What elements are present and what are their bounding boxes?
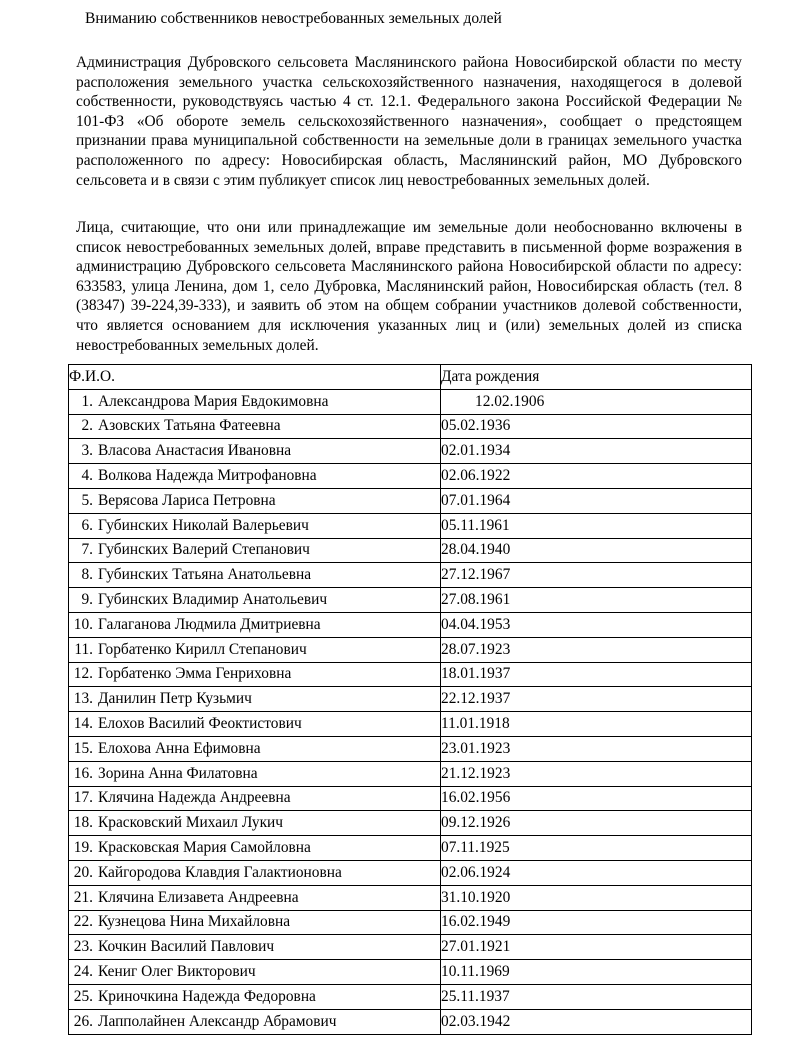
birth-date-cell: 31.10.1920 bbox=[441, 885, 752, 910]
row-number: 9. bbox=[81, 591, 93, 609]
table-row bbox=[69, 1009, 752, 1034]
unclaimed-shares-table bbox=[68, 364, 752, 1035]
table-row bbox=[69, 984, 752, 1009]
person-name: Горбатенко Кирилл Степанович bbox=[98, 640, 307, 658]
birth-date-cell: 16.02.1956 bbox=[441, 786, 752, 811]
birth-date-cell: 02.03.1942 bbox=[441, 1009, 752, 1034]
person-name: Губинских Татьяна Анатольевна bbox=[98, 566, 312, 584]
birth-date-cell: 10.11.1969 bbox=[441, 960, 752, 985]
row-number: 26. bbox=[73, 1012, 93, 1030]
notice-paragraph-2: Лица, считающие, что они или принадлежащие им земельные доли необоснованно включены в список невостребованных земельных долей, вправе представить в письменной форме возражения в администрацию Дубровского сельсовета Маслянинского района Новосибирской области по адресу: 633583, улица Ленина, дом 1, село Дубровка, Маслянинский район, Новосибирская область (тел. 8 (38347) 39-224,39-333), и заявить об этом на общем собрании участников долевой собственности, что является основанием для исключения указанных лиц и (или) земельных долей из списка невостребованных земельных долей. bbox=[76, 219, 742, 354]
row-number: 1. bbox=[81, 392, 93, 410]
table-row bbox=[69, 935, 752, 960]
row-number: 13. bbox=[73, 690, 93, 708]
person-name: Клячина Надежда Андреевна bbox=[98, 789, 291, 807]
row-number: 8. bbox=[81, 566, 93, 584]
table-header-row bbox=[69, 365, 752, 390]
person-name-cell bbox=[69, 637, 441, 662]
row-number: 18. bbox=[73, 814, 93, 832]
birth-date-cell: 22.12.1937 bbox=[441, 687, 752, 712]
person-name: Лапполайнен Александр Абрамович bbox=[98, 1012, 337, 1030]
table-row bbox=[69, 389, 752, 414]
person-name: Верясова Лариса Петровна bbox=[98, 491, 276, 509]
birth-date-cell: 28.07.1923 bbox=[441, 637, 752, 662]
person-name: Волкова Надежда Митрофановна bbox=[98, 467, 317, 485]
birth-date-cell: 07.11.1925 bbox=[441, 836, 752, 861]
row-number: 16. bbox=[73, 764, 93, 782]
birth-date-cell: 28.04.1940 bbox=[441, 538, 752, 563]
person-name-cell bbox=[69, 736, 441, 761]
person-name: Елохов Василий Феоктистович bbox=[98, 715, 302, 733]
person-name-cell bbox=[69, 414, 441, 439]
person-name: Галаганова Людмила Дмитриевна bbox=[98, 615, 321, 633]
person-name-cell bbox=[69, 612, 441, 637]
notice-paragraph-1: Администрация Дубровского сельсовета Маслянинского района Новосибирской области по месту расположения земельного участка сельскохозяйственного назначения, находящегося в долевой собственности, руководствуясь частью 4 ст. 12.1. Федерального закона Российской Федерации № 101-ФЗ «Об обороте земель сельскохозяйственного назначения», сообщает о предстоящем признании права муниципальной собственности на земельные доли в границах земельного участка расположенного по адресу: Новосибирская область, Маслянинский район, МО Дубровского сельсовета и в связи с этим публикует список лиц невостребованных земельных долей. bbox=[76, 54, 742, 189]
person-name-cell bbox=[69, 786, 441, 811]
birth-date-cell: 07.01.1964 bbox=[441, 488, 752, 513]
person-name-cell bbox=[69, 464, 441, 489]
table-row bbox=[69, 885, 752, 910]
person-name: Власова Анастасия Ивановна bbox=[98, 442, 292, 460]
person-name-cell bbox=[69, 488, 441, 513]
person-name: Красковская Мария Самойловна bbox=[98, 839, 311, 857]
person-name: Губинских Валерий Степанович bbox=[98, 541, 310, 559]
row-number: 2. bbox=[81, 417, 93, 435]
person-name-cell bbox=[69, 662, 441, 687]
person-name: Горбатенко Эмма Генриховна bbox=[98, 665, 292, 683]
row-number: 20. bbox=[73, 863, 93, 881]
table-row bbox=[69, 860, 752, 885]
person-name: Данилин Петр Кузьмич bbox=[98, 690, 252, 708]
person-name-cell bbox=[69, 836, 441, 861]
person-name-cell bbox=[69, 811, 441, 836]
row-number: 10. bbox=[73, 615, 93, 633]
person-name-cell bbox=[69, 712, 441, 737]
person-name-cell bbox=[69, 439, 441, 464]
table-row bbox=[69, 563, 752, 588]
table-row bbox=[69, 836, 752, 861]
person-name-cell bbox=[69, 935, 441, 960]
person-name: Кениг Олег Викторович bbox=[98, 963, 256, 981]
person-name-cell bbox=[69, 538, 441, 563]
birth-date-cell: 27.12.1967 bbox=[441, 563, 752, 588]
person-name: Александрова Мария Евдокимовна bbox=[98, 392, 329, 410]
row-number: 24. bbox=[73, 963, 93, 981]
table-row bbox=[69, 513, 752, 538]
person-name: Кочкин Василий Павлович bbox=[98, 938, 275, 956]
person-name: Криночкина Надежда Федоровна bbox=[98, 987, 316, 1005]
row-number: 25. bbox=[73, 987, 93, 1005]
birth-date-cell: 11.01.1918 bbox=[441, 712, 752, 737]
table-row bbox=[69, 761, 752, 786]
table-row bbox=[69, 662, 752, 687]
birth-date-cell: 05.02.1936 bbox=[441, 414, 752, 439]
row-number: 12. bbox=[73, 665, 93, 683]
table-row bbox=[69, 910, 752, 935]
header-birth-date: Дата рождения bbox=[441, 365, 752, 390]
table-row bbox=[69, 712, 752, 737]
person-name: Азовских Татьяна Фатеевна bbox=[98, 417, 281, 435]
row-number: 4. bbox=[81, 467, 93, 485]
birth-date-cell: 27.08.1961 bbox=[441, 588, 752, 613]
person-name: Елохова Анна Ефимовна bbox=[98, 739, 261, 757]
person-name-cell bbox=[69, 860, 441, 885]
birth-date-cell: 21.12.1923 bbox=[441, 761, 752, 786]
row-number: 14. bbox=[73, 715, 93, 733]
row-number: 15. bbox=[73, 739, 93, 757]
table-row bbox=[69, 960, 752, 985]
birth-date-cell: 04.04.1953 bbox=[441, 612, 752, 637]
person-name-cell bbox=[69, 1009, 441, 1034]
person-name-cell bbox=[69, 984, 441, 1009]
person-name: Клячина Елизавета Андреевна bbox=[98, 888, 299, 906]
row-number: 17. bbox=[73, 789, 93, 807]
table-row bbox=[69, 736, 752, 761]
table-row bbox=[69, 612, 752, 637]
header-full-name: Ф.И.О. bbox=[69, 365, 441, 390]
birth-date-cell: 12.02.1906 bbox=[441, 389, 752, 414]
table-row bbox=[69, 811, 752, 836]
table-body bbox=[69, 389, 752, 1034]
row-number: 21. bbox=[73, 888, 93, 906]
table-row bbox=[69, 414, 752, 439]
person-name: Губинских Николай Валерьевич bbox=[98, 516, 309, 534]
person-name-cell bbox=[69, 960, 441, 985]
person-name: Губинских Владимир Анатольевич bbox=[98, 591, 328, 609]
row-number: 22. bbox=[73, 913, 93, 931]
birth-date-cell: 16.02.1949 bbox=[441, 910, 752, 935]
birth-date-cell: 02.06.1924 bbox=[441, 860, 752, 885]
row-number: 19. bbox=[73, 839, 93, 857]
person-name-cell bbox=[69, 885, 441, 910]
row-number: 11. bbox=[74, 640, 93, 658]
person-name-cell bbox=[69, 513, 441, 538]
person-name-cell bbox=[69, 563, 441, 588]
table-row bbox=[69, 588, 752, 613]
person-name-cell bbox=[69, 910, 441, 935]
table-row bbox=[69, 538, 752, 563]
person-name: Кайгородова Клавдия Галактионовна bbox=[98, 863, 342, 881]
birth-date-cell: 18.01.1937 bbox=[441, 662, 752, 687]
birth-date-cell: 09.12.1926 bbox=[441, 811, 752, 836]
person-name: Красковский Михаил Лукич bbox=[98, 814, 284, 832]
table-row bbox=[69, 637, 752, 662]
person-name: Зорина Анна Филатовна bbox=[98, 764, 258, 782]
table-row bbox=[69, 464, 752, 489]
row-number: 7. bbox=[81, 541, 93, 559]
table-row bbox=[69, 786, 752, 811]
table-row bbox=[69, 488, 752, 513]
table-row bbox=[69, 439, 752, 464]
birth-date-cell: 23.01.1923 bbox=[441, 736, 752, 761]
table-row bbox=[69, 687, 752, 712]
person-name: Кузнецова Нина Михайловна bbox=[98, 913, 291, 931]
person-name-cell bbox=[69, 389, 441, 414]
row-number: 23. bbox=[73, 938, 93, 956]
row-number: 3. bbox=[81, 442, 93, 460]
person-name-cell bbox=[69, 588, 441, 613]
person-name-cell bbox=[69, 761, 441, 786]
row-number: 5. bbox=[81, 491, 93, 509]
birth-date-cell: 25.11.1937 bbox=[441, 984, 752, 1009]
birth-date-cell: 02.01.1934 bbox=[441, 439, 752, 464]
person-name-cell bbox=[69, 687, 441, 712]
document-title: Вниманию собственников невостребованных земельных долей bbox=[85, 10, 502, 27]
birth-date-cell: 02.06.1922 bbox=[441, 464, 752, 489]
birth-date-cell: 27.01.1921 bbox=[441, 935, 752, 960]
birth-date-cell: 05.11.1961 bbox=[441, 513, 752, 538]
row-number: 6. bbox=[81, 516, 93, 534]
